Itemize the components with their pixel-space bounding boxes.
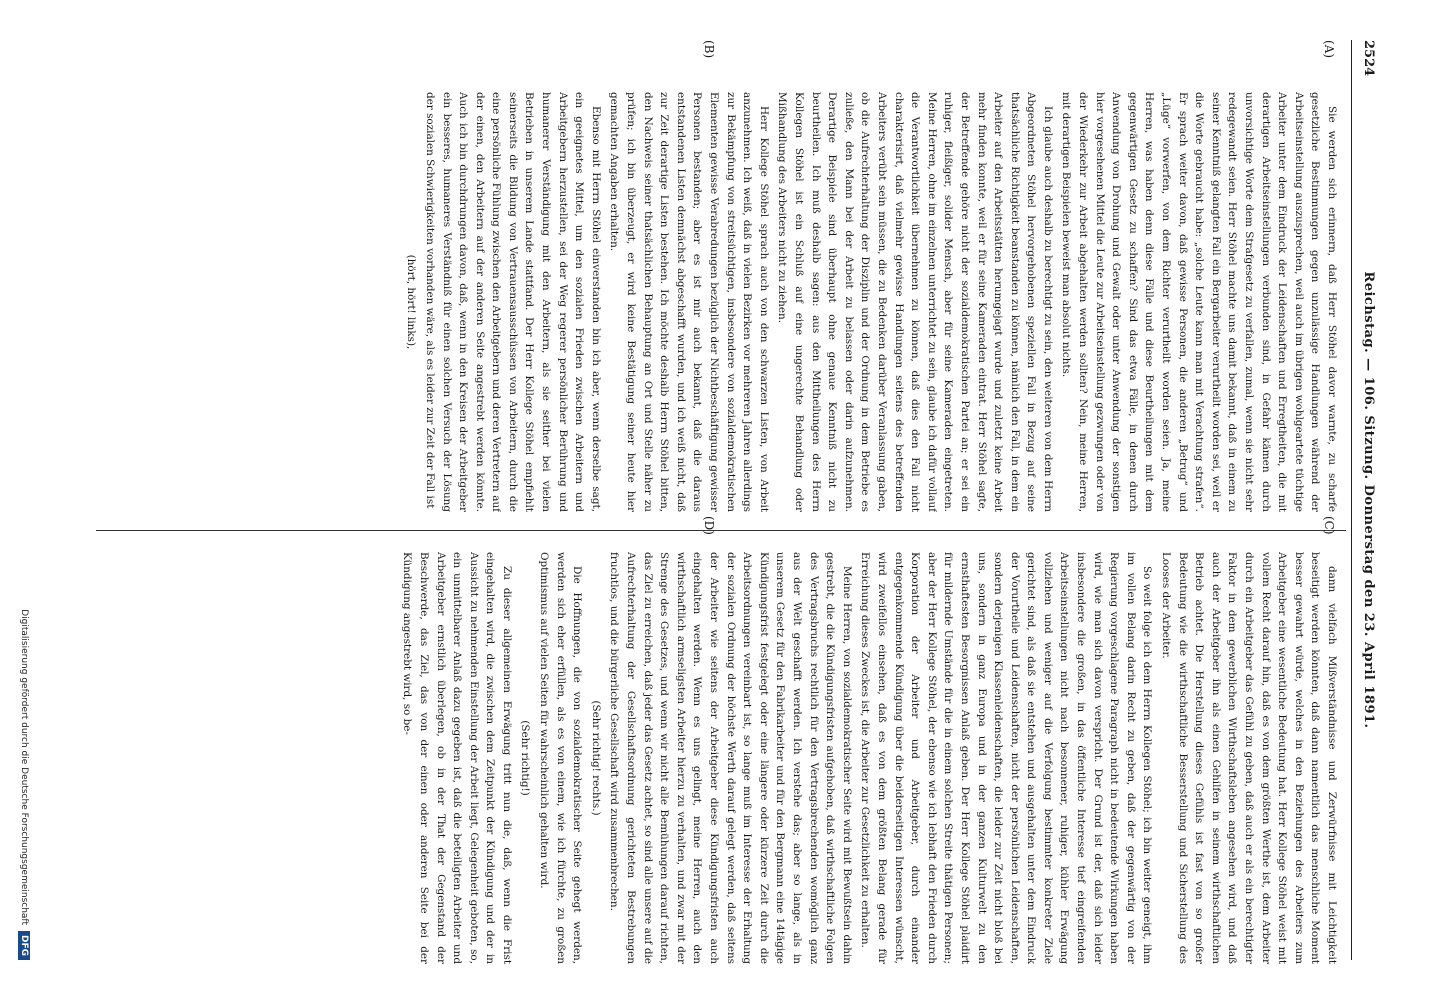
page-header bbox=[1354, 40, 1376, 960]
right-text-column bbox=[100, 552, 1340, 964]
margin-marker-a: (A) bbox=[1322, 40, 1336, 59]
header-rule bbox=[1351, 40, 1352, 960]
interjection: (Sehr richtig!) bbox=[519, 720, 532, 796]
paragraph: dann vielfach Mißverständnisse und Zerwürfnisse mit Leichtigkeit beseitigt werden könnten, daß dann namentlich das menschliche Moment besser gewahrt würde, welches in den Beziehungen des Arbeiters zum Arbeitgeber eine wesentliche Bedeutung hat. Herr Kollege Stöhel weist mit vollem Recht darauf hin, daß es von dem größten Werthe ist, dem Arbeiter durch ein Arbeitgeber das Gefühl zu geben, daß auch er als ein berechtigter Faktor in dem gewerblichen Wirthschaftsleben angesehen wird, und daß auch der Arbeitgeber ihn als einen Gehilfen in seinem wirthschaftlichen Betrieb achtet. Die Herstellung dieses Gefühls ist fast von so großer Bedeutung wie die wirthschaftliche Besserstellung und Sicherstellung des Looses der Arbeiter. bbox=[1160, 552, 1338, 964]
paragraph: Zu dieser allgemeinen Erwägung tritt nun die, daß, wenn die Frist eingehalten wird, die zwischen dem Zeitpunkt der Kündigung und der in Aussicht zu nehmenden Einstellung der Arbeit liegt, Gelegenheit geboten, so, ein unmittelbarer Anlaß dazu gegeben ist, daß die beteiligten Arbeiter und Arbeitgeber ernstlich überlegen, ob in der That der Gegenstand der Beschwerde, das Ziel, das von der einen oder anderen Seite bei der Kündigung angestrebt wird, so be- bbox=[401, 552, 513, 964]
dfg-logo: DFG bbox=[18, 931, 30, 960]
margin-marker-b: (B) bbox=[702, 40, 716, 59]
page-title: Reichstag. — 106. Sitzung. Donnerstag den 23. April 1891. bbox=[1361, 271, 1376, 729]
paragraph: Die Hoffnungen, die von sozialdemokratischer Seite gehegt werden, werden sich eher erfüllen, als es von einem, wie ich fürchte, zu großen Optimismus auf vielen Seiten für wahrscheinlich gehalten wird. bbox=[538, 552, 584, 964]
interjection: (hört, hört! links), bbox=[405, 254, 418, 350]
paragraph: Ich glaube auch deshalb zu berechtigt zu sein, den weiteren von dem Herrn Abgeordneten Stöhel hervorgehobenen speziellen Fall in Bezug auf seine thatsächliche Richtigkeit beanstanden zu können, nämlich den Fall, in dem ein Arbeiter auf den Arbeitsstätten herumgejagt wurde und zuletzt keine Arbeit mehr finden konnte, weil er für seine Kameraden eintrat. Herr Stöhel sagte, der Betreffende gehöre nicht der sozialdemokratischen Partei an; er sei ein ruhiger, fleißiger, solider Mensch, aber für seine Kameraden eingetreten. Meine Herren, ohne im einzelnen unterrichtet zu sein, glaube ich dafür vollauf die Verantwortlichkeit übernehmen zu können, daß dies den Fall nicht charakterisirt, daß vielmehr gewisse Handlungen seitens des betreffenden Arbeiters verübt sein müssen, die zu Bedenken darüber Veranlassung gaben, ob die Aufrechterhaltung der Disziplin und der Ordnung in dem Betriebe es zuließe, den Mann bei der Arbeit zu belassen oder darin aufzunehmen. Derartige Beispiele sind überhaupt ohne genaue Kenntniß nicht zu beurtheilen. Ich muß deshalb sagen: aus den Mittheilungen des Herrn Kollegen Stöhel ist ein Schluß auf eine ungerechte Behandlung oder Mißhandlung des Arbeiters nicht zu ziehen. bbox=[776, 92, 1054, 512]
interjection: (Sehr richtig! rechts.) bbox=[589, 700, 602, 816]
paragraph: So weit folge ich dem Herrn Kollegen Stöhel; ich bin weiter geneigt, ihm im vollen Belang darin Recht zu geben, daß der gegenwärtig von der Regierung vorgeschlagene Paragraph nicht in bedeutende Wirkungen haben wird, wie man sich davon verspricht. Der Grund ist der, daß sich leider insbesondere die großen, in das öffentliche Interesse tief eingreifenden Arbeitseinstellungen nicht nach besonnener, ruhiger, kühler Erwägung vollziehen und weniger auf die Verfolgung bestimmter konkreter Ziele gerichtet sind, als daß sie entstehen und ausgehalten unter dem Eindruck der Vorurtheile und Leidenschaften, nicht der persönlichen Leidenschaften, sondern derjenigen Klassenleidenschaften, die leider zur Zeit nicht bloß bei uns, sondern in ganz Europa und in der ganzen Kulturwelt zu den ernsthaftesten Besorgnissen Anlaß geben. Der Herr Kollege Stöhel plaidirt für mildernde Umstände für die in einem solchen Streite thätigen Personen; aber der Herr Kollege Stöhel, der ebenso wie ich lebhaft den Frieden durch Korporation der Arbeiter und Arbeitgeber, durch einander entgegenkommende Kündigung über die beiderseitigen Interessen wünscht, wird zweifellos einsehen, daß es von dem größten Belang gerade für Erreichung dieses Zweckes ist, die Arbeiter zur Gesetzlichkeit zu erhalten. bbox=[859, 552, 1154, 964]
margin-marker-c: (C) bbox=[1322, 516, 1336, 535]
column-divider bbox=[96, 530, 1346, 531]
credit-text: Digitalisierung gefördert durch die Deutsche Forschungsgemeinschaft bbox=[19, 609, 29, 925]
paragraph: Ebenso mit Herrn Stöhel einverstanden bin ich aber, wenn derselbe sagt, ein geeignetes Mittel, um den sozialen Frieden zwischen Arbeitern und Arbeitgebern herzustellen, sei der Weg regerer persönlicher Berührung und humanerer Verständigung mit den Arbeitern, als sie seither bei vielen Betrieben in unserem Lande stattfand. Der Herr Kollege Stöhel empfiehlt seinerseits die Bildung von Vertrauensausschüssen von Arbeitern, durch die eine persönliche Fühlung zwischen den Arbeitgebern und deren Vertretern auf der einen, den Arbeitern auf der anderen Seite angestrebt werden könnte. Auch ich bin durchdrungen davon, daß, wenn in den Kreisen der Arbeitgeber ein besseres, humaneres Verständniß für einen solchen Versuch der Lösung der sozialen Schwierigkeiten vorhanden wäre, als es leider zur Zeit der Fall ist bbox=[423, 92, 602, 512]
left-text-column bbox=[100, 92, 1340, 512]
paragraph: Herr Kollege Stöhel sprach auch von den schwarzen Listen, von Arbeit anzunehmen. Ich weiß, daß in vielen Bezirken vor mehreren Jahren allerdings zur Bekämpfung von streitsüchtigen, insbesondere von sozialdemokratischen Elementen gewisse Verabredungen bezüglich der Nichtbeschäftigung gewisser Personen bestanden; aber es ist mir auch bekannt, daß die daraus entstandenen Listen demnächst abgeschafft wurden, und ich weiß nicht, daß zur Zeit derartige Listen bestehen. Ich möchte deshalb Herrn Stöhel bitten, den Nachweis seiner thatsächlichen Behauptung an Ort und Stelle näher zu prüfen; ich bin überzeugt, er wird keine Bestätigung seiner heute hier gemachten Angaben erhalten. bbox=[608, 92, 770, 512]
paragraph: Meine Herren, von sozialdemokratischer Seite wird mit Bewußtsein dahin gestrebt, die die Kündigungsfristen aufgehoben, daß wirthschaftliche Folgen des Vertragsbruchs rechtlich für den Vertragsbrechenden womöglich ganz aus der Welt geschafft werden. Ich verstehe das; aber so lange, als in unserem Gesetz für den Fabrikarbeiter und für den Bergmann eine 14tägige Kündigungsfrist festgelegt oder eine längere oder kürzere Zeit durch die Arbeitsordnungen vereinbart ist, so lange muß im Interesse der Erhaltung der sozialen Ordnung der höchste Werth darauf gelegt werden, daß seitens der Arbeiter wie seitens der Arbeitgeber diese Kündigungsfristen auch eingehalten werden. Wenn es uns gelingt, meine Herren, auch den wirthschaftlich armseligsten Arbeiter hierzu zu verhalten, und zwar mit der Strenge des Gesetzes, und wenn wir nicht alle Bemühungen darauf richten, das Ziel zu erreichen, daß jeder das Gesetz achtet, so sind alle unsere auf die Aufrechterhaltung der Gesellschaftsordnung gerichteten Bestrebungen fruchtlos, und die bürgerliche Gesellschaft wird zusammenbrechen. bbox=[608, 552, 853, 964]
paragraph: Sie werden sich erinnern, daß Herr Stöhel davor warnte, zu scharfe gesetzliche Bestimmungen gegen unzulässige Handlungen während der Arbeitseinstellung auszusprechen, weil auch im übrigen wohlgeartete tüchtige Arbeiter unter dem Eindruck der Leidenschaften und Erregtheiten, die mit derartigen Arbeitseinstellungen verbunden sind, in Gefahr kämen durch unvorsichtige Worte dem Strafgesetz zu verfallen, zumal, wenn sie nicht sehr redegewandt seien. Herr Stöhel machte uns damit bekannt, daß in einem zu seiner Kenntniß gelangten Fall ein Bergarbeiter verurtheilt worden sei, weil er die Worte gebraucht habe: „solche Leute kann man mit Verachtung strafen“. Er sprach weiter davon, daß gewisse Personen, die anderen „Betrug“ und „Lüge“ vorwerfen, von dem Richter verurtheilt worden seien. Ja, meine Herren, was haben denn diese Fälle und diese Beurtheilungen mit dem gegenwärtigen Gesetz zu schaffen? Sind das etwa Fälle, in denen durch Anwendung von Drohung und Gewalt oder unter Anwendung der sonstigen hier vorgesehenen Mittel die Leute zur Arbeitseinstellung gezwungen oder von der Wiederkehr zur Arbeit abgehalten werden sollten? Nein, meine Herren, mit derartigen Beispielen beweist man absolut nichts. bbox=[1060, 92, 1338, 512]
digitization-credit bbox=[18, 609, 30, 960]
page-number: 2524 bbox=[1361, 40, 1376, 77]
margin-marker-d: (D) bbox=[702, 516, 716, 535]
